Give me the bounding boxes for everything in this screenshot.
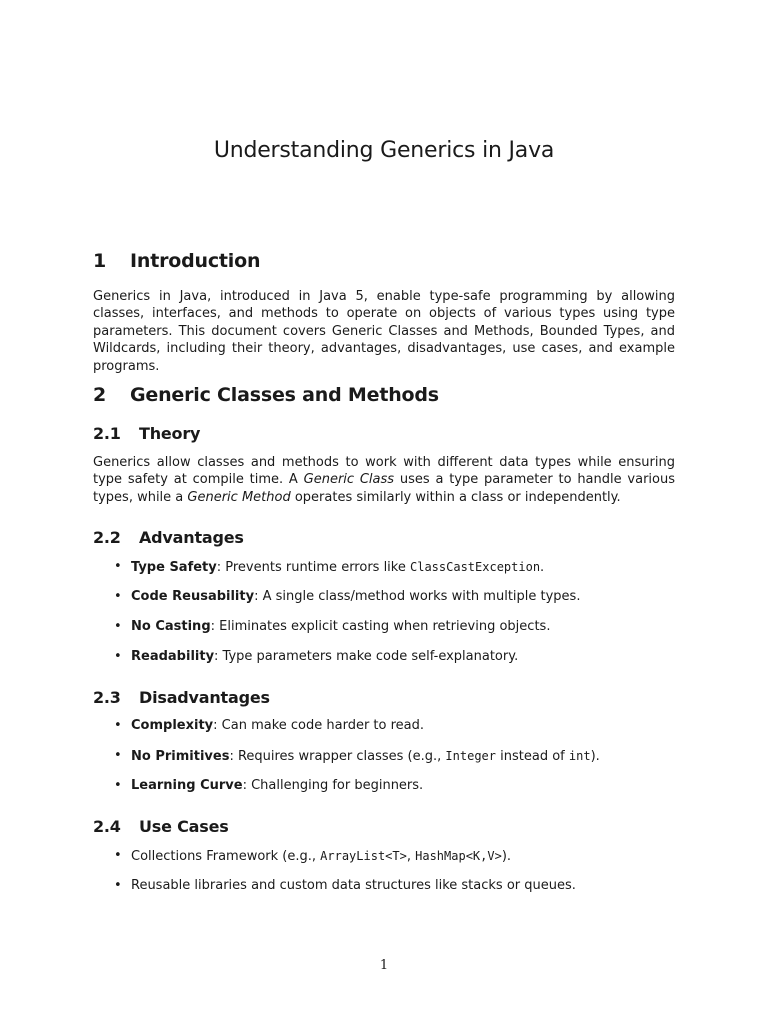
list-item: • Complexity: Can make code harder to read. <box>114 718 425 733</box>
disadvantages-list <box>111 717 681 807</box>
generic-class-term: Generic Class <box>303 472 395 488</box>
subsection-heading-theory <box>93 424 200 443</box>
subsection-heading-advantages <box>93 528 244 547</box>
list-item: • Reusable libraries and custom data structures like stacks or queues. <box>114 878 576 893</box>
subsection-number: 2.4 <box>93 817 121 836</box>
subsection-heading-disadvantages <box>93 688 270 707</box>
inline-code: Integer <box>445 749 496 763</box>
inline-code: ArrayList<T> <box>320 849 407 863</box>
section-heading-generic-classes <box>93 384 439 406</box>
list-item: • Readability: Type parameters make code self-explanatory. <box>114 649 519 664</box>
generic-method-term: Generic Method <box>187 489 291 505</box>
theory-paragraph: Generics allow classes and methods to work with different data types while ensuring type safety at compile time. A Generic Class uses a type parameter to handle various types, while a Generic Method operates similarly within a class or independently. <box>93 455 676 505</box>
bullet-icon: • <box>114 878 122 893</box>
subsection-heading-use-cases <box>93 817 229 836</box>
document-title: Understanding Generics in Java <box>213 138 555 163</box>
subsection-number: 2.2 <box>93 528 121 547</box>
list-item: • Code Reusability: A single class/method works with multiple types. <box>114 589 581 604</box>
subsection-title: Disadvantages <box>139 688 270 707</box>
bullet-icon: • <box>114 589 122 604</box>
bullet-icon: • <box>114 649 122 664</box>
section-heading-introduction <box>93 250 260 272</box>
list-item: • Collections Framework (e.g., ArrayList<T>, HashMap<K,V>). <box>114 848 512 864</box>
subsection-number: 2.1 <box>93 424 121 443</box>
subsection-title: Use Cases <box>139 817 229 836</box>
bullet-icon: • <box>114 748 122 763</box>
subsection-title: Theory <box>139 424 201 443</box>
section-number: 2 <box>93 384 107 406</box>
inline-code: HashMap<K,V> <box>415 849 502 863</box>
bullet-icon: • <box>114 848 122 863</box>
list-item: • Learning Curve: Challenging for beginners. <box>114 778 424 793</box>
inline-code: int <box>568 749 591 763</box>
bullet-icon: • <box>114 559 122 574</box>
page-number: 1 <box>379 958 389 973</box>
section-number: 1 <box>93 250 107 272</box>
list-item: • No Primitives: Requires wrapper classes (e.g., Integer instead of int). <box>114 748 600 764</box>
section-title: Introduction <box>130 250 261 272</box>
bullet-icon: • <box>114 619 122 634</box>
section-title: Generic Classes and Methods <box>130 384 439 406</box>
list-item: • Type Safety: Prevents runtime errors like ClassCastException. <box>114 559 545 575</box>
use-cases-list <box>111 847 681 907</box>
list-item: • No Casting: Eliminates explicit casting when retrieving objects. <box>114 619 551 634</box>
inline-code: ClassCastException <box>410 560 541 574</box>
advantages-list <box>111 558 681 678</box>
subsection-title: Advantages <box>139 528 244 547</box>
bullet-icon: • <box>114 718 122 733</box>
introduction-paragraph: Generics in Java, introduced in Java 5, enable type-safe programming by allowing classes, interfaces, and methods to operate on objects of various types using type parameters. This document covers Generic Classes and Methods, Bounded Types, and Wildcards, including their theory, advantages, disadvantages, use cases, and example programs. <box>93 289 675 374</box>
bullet-icon: • <box>114 778 122 793</box>
subsection-number: 2.3 <box>93 688 121 707</box>
